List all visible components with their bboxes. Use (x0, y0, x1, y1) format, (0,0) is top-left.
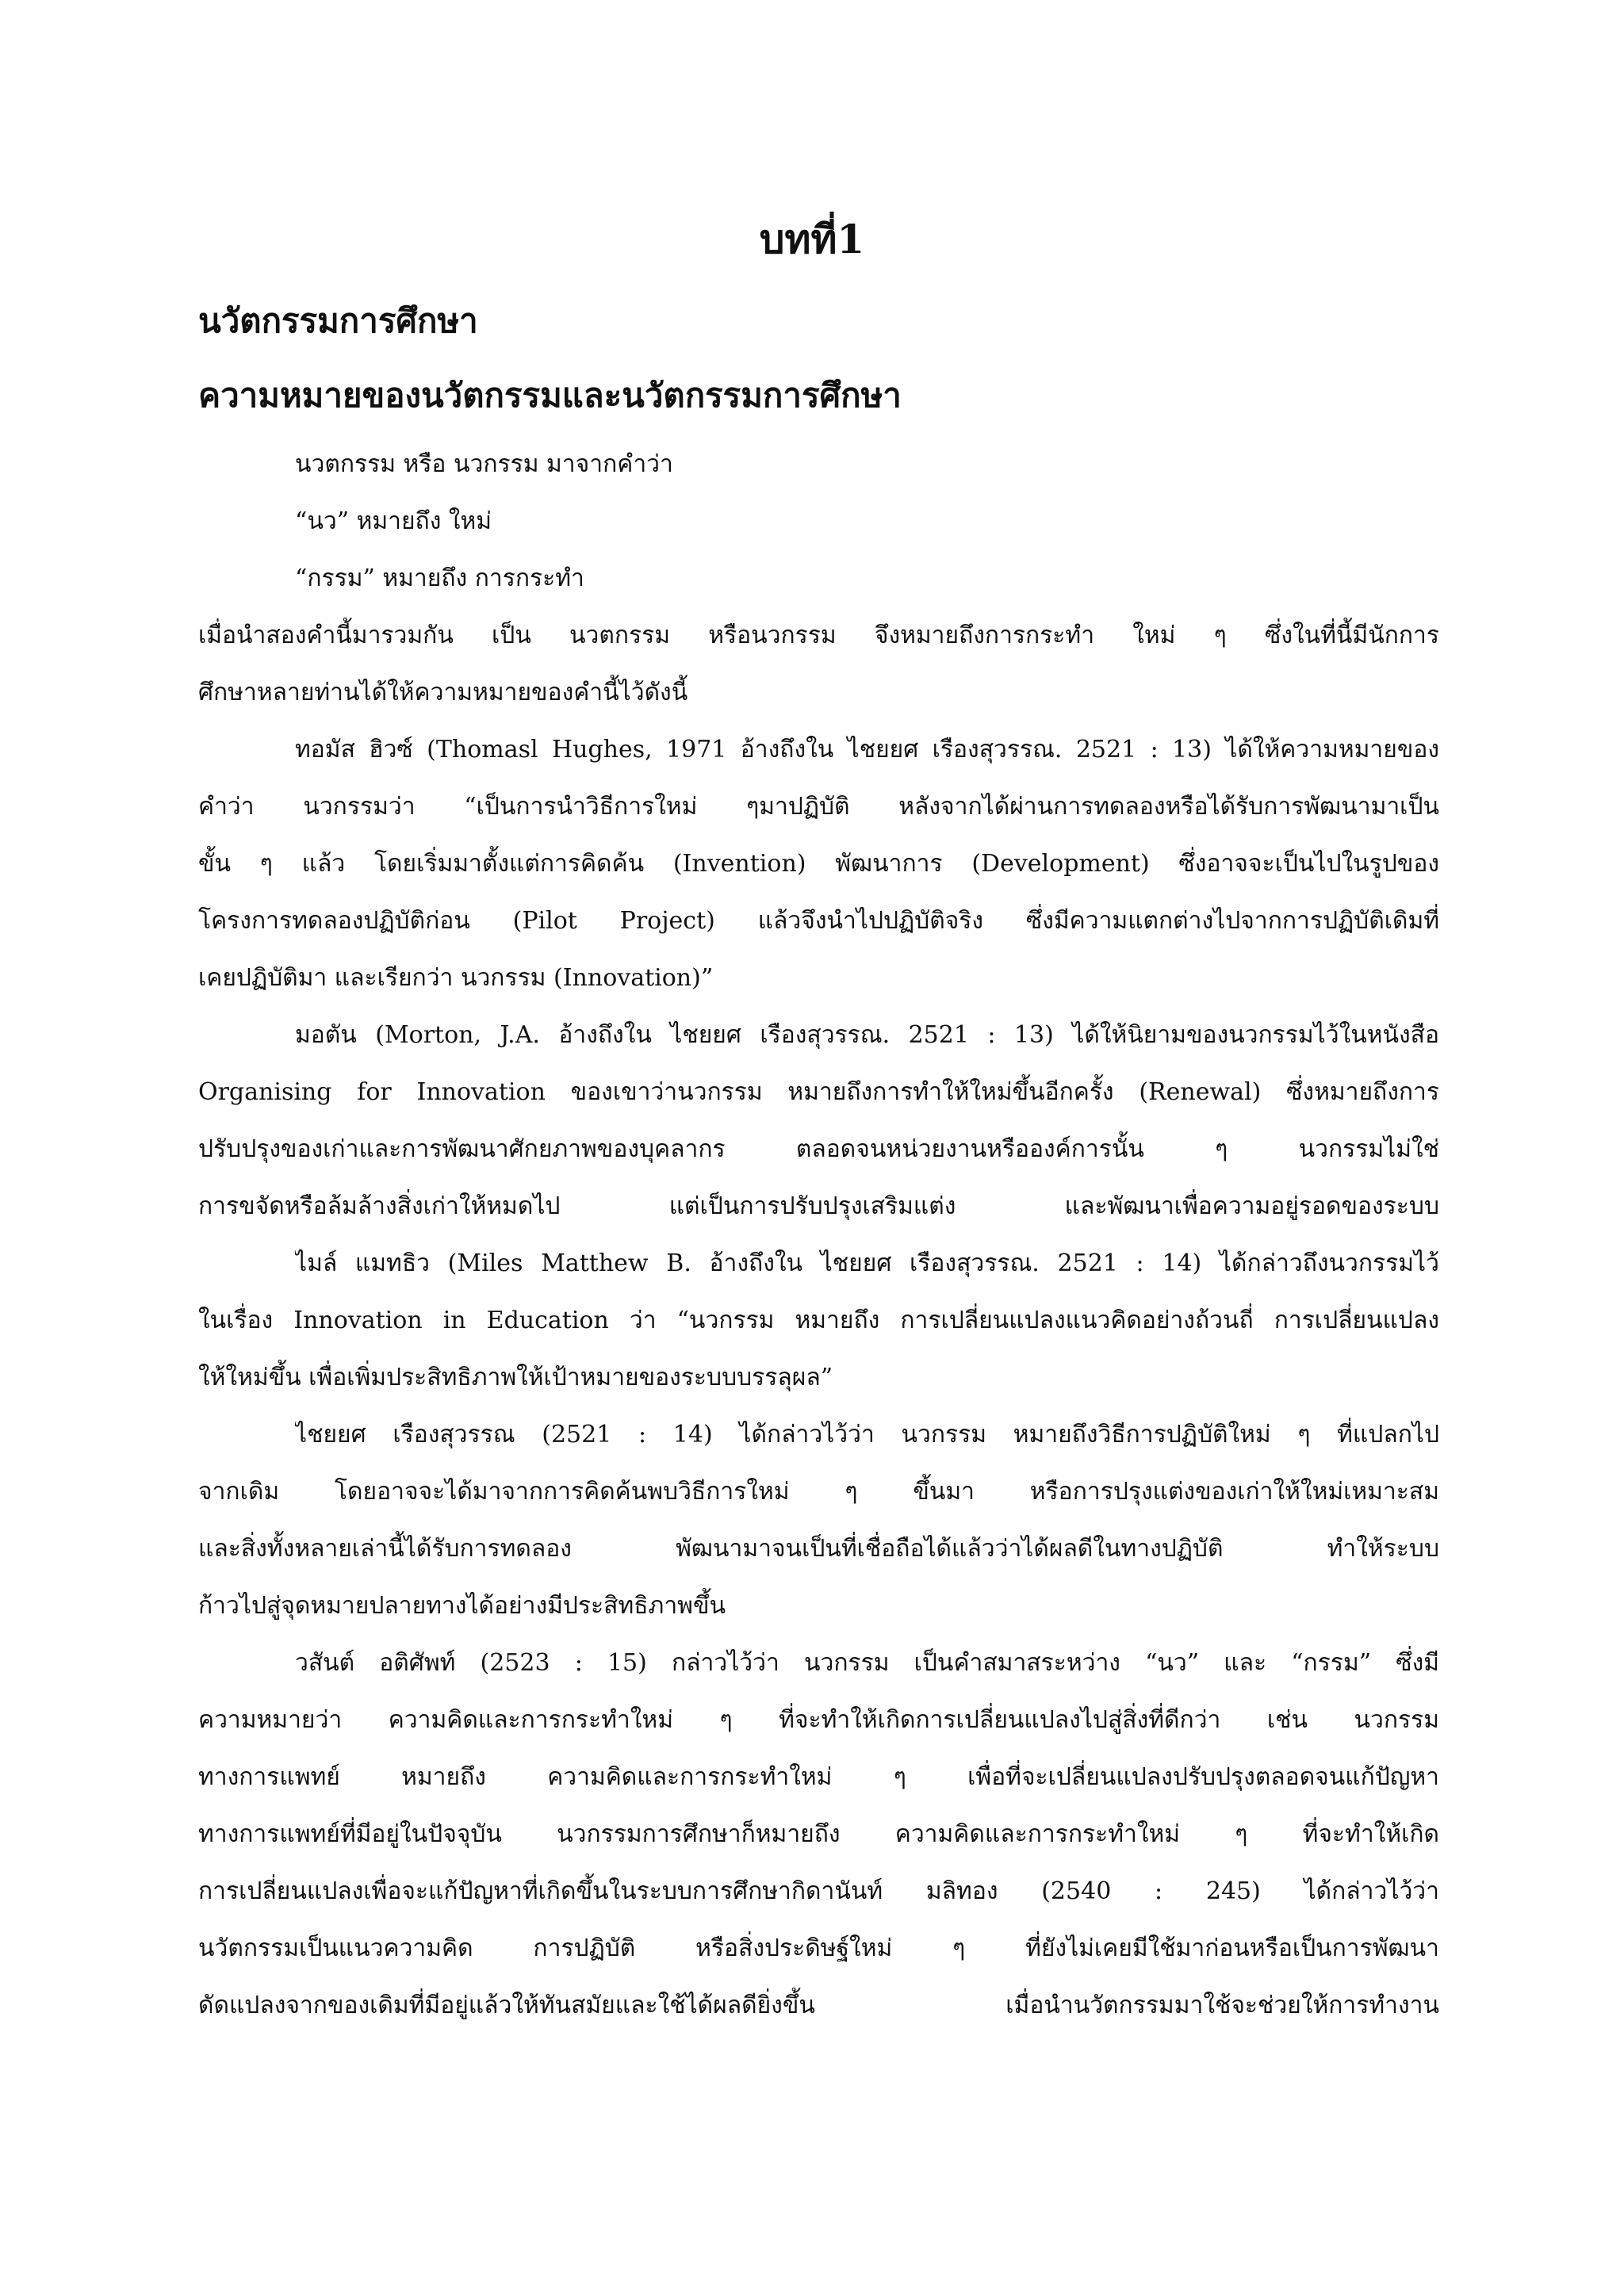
paragraph-line: ไชยยศ เรืองสุวรรณ (2521 : 14) ได้กล่าวไว้ว่า นวกรรม หมายถึงวิธีการปฏิบัติใหม่ ๆ ที่แปลกไป (295, 1421, 1439, 1448)
paragraph-line: ให้ใหม่ขึ้น เพื่อเพิ่มประสิทธิภาพให้เป้าหมายของระบบบรรลุผล” (198, 1364, 833, 1391)
paragraph-line: นวตกรรม หรือ นวกรรม มาจากคำว่า (295, 450, 673, 478)
paragraph-line: ทอมัส ฮิวซ์ (Thomasl Hughes, 1971 อ้างถึงใน ไชยยศ เรืองสุวรรณ. 2521 : 13) ได้ให้ความหมายของ (295, 736, 1439, 763)
paragraph-line: โครงการทดลองปฏิบัติก่อน (Pilot Project) แล้วจึงนำไปปฏิบัติจริง ซึ่งมีความแตกต่างไปจากการปฏิบัติเดิมที่ (198, 907, 1439, 935)
paragraph-line: ทางการแพทย์ หมายถึง ความคิดและการกระทำใหม่ ๆ เพื่อที่จะเปลี่ยนแปลงปรับปรุงตลอดจนแก้ปัญหา (198, 1763, 1439, 1791)
paragraph-line: Organising for Innovation ของเขาว่านวกรรม หมายถึงการทำให้ใหม่ขึ้นอีกครั้ง (Renewal) ซึ่งหมายถึงการ (198, 1078, 1439, 1106)
paragraph-line: เมื่อนำสองคำนี้มารวมกัน เป็น นวตกรรม หรือนวกรรม จึงหมายถึงการกระทำ ใหม่ ๆ ซึ่งในที่นี้มีนักการ (198, 622, 1439, 649)
paragraph-line: ความหมายว่า ความคิดและการกระทำใหม่ ๆ ที่จะทำให้เกิดการเปลี่ยนแปลงไปสู่สิ่งที่ดีกว่า เช่น นวกรรม (198, 1706, 1439, 1734)
paragraph-line: การเปลี่ยนแปลงเพื่อจะแก้ปัญหาที่เกิดขึ้นในระบบการศึกษากิดานันท์ มลิทอง (2540 : 245) ได้กล่าวไว้ว่า (198, 1877, 1439, 1905)
paragraph-line: “นว” หมายถึง ใหม่ (295, 507, 492, 535)
paragraph-line: และสิ่งทั้งหลายเล่านี้ได้รับการทดลอง พัฒนามาจนเป็นที่เชื่อถือได้แล้วว่าได้ผลดีในทางปฏิบัติ ทำให้ระบบ (198, 1535, 1439, 1563)
paragraph-line: “กรรม” หมายถึง การกระทำ (295, 564, 584, 592)
paragraph-line: มอตัน (Morton, J.A. อ้างถึงใน ไชยยศ เรืองสุวรรณ. 2521 : 13) ได้ให้นิยามของนวกรรมไว้ในหนังสือ (295, 1021, 1439, 1049)
subsection-heading: ความหมายของนวัตกรรมและนวัตกรรมการศึกษา (198, 376, 902, 415)
paragraph-line: การขจัดหรือล้มล้างสิ่งเก่าให้หมดไป แต่เป็นการปรับปรุงเสริมแต่ง และพัฒนาเพื่อความอยู่รอดของระบบ (198, 1192, 1439, 1220)
paragraph-line: ก้าวไปสู่จุดหมายปลายทางได้อย่างมีประสิทธิภาพขึ้น (198, 1592, 726, 1620)
paragraph-line: ดัดแปลงจากของเดิมที่มีอยู่แล้วให้ทันสมัยและใช้ได้ผลดียิ่งขึ้น เมื่อนำนวัตกรรมมาใช้จะช่วยให้การทำงาน (198, 1992, 1439, 2019)
paragraph-line: ไมล์ แมทธิว (Miles Matthew B. อ้างถึงใน ไชยยศ เรืองสุวรรณ. 2521 : 14) ได้กล่าวถึงนวกรรมไว้ (295, 1249, 1439, 1277)
paragraph-line: ปรับปรุงของเก่าและการพัฒนาศักยภาพของบุคลากร ตลอดจนหน่วยงานหรือองค์การนั้น ๆ นวกรรมไม่ใช่ (198, 1135, 1439, 1163)
paragraph-line: จากเดิม โดยอาจจะได้มาจากการคิดค้นพบวิธีการใหม่ ๆ ขึ้นมา หรือการปรุงแต่งของเก่าให้ใหม่เหมาะสม (198, 1478, 1439, 1506)
paragraph-line: คำว่า นวกรรมว่า “เป็นการนำวิธีการใหม่ ๆมาปฏิบัติ หลังจากได้ผ่านการทดลองหรือได้รับการพัฒนามาเป็น (198, 793, 1439, 821)
paragraph-line: เคยปฏิบัติมา และเรียกว่า นวกรรม (Innovation)” (198, 964, 714, 992)
paragraph-line: ศึกษาหลายท่านได้ให้ความหมายของคำนี้ไว้ดังนี้ (198, 679, 688, 706)
paragraph-line: ในเรื่อง Innovation in Education ว่า “นวกรรม หมายถึง การเปลี่ยนแปลงแนวคิดอย่างถ้วนถี่ การเปลี่ยนแปลง (198, 1307, 1439, 1334)
chapter-title: บทที่1 (759, 216, 865, 262)
paragraph-line: นวัตกรรมเป็นแนวความคิด การปฏิบัติ หรือสิ่งประดิษฐ์ใหม่ ๆ ที่ยังไม่เคยมีใช้มาก่อนหรือเป็นการพัฒนา (198, 1934, 1439, 1962)
paragraph-line: ทางการแพทย์ที่มีอยู่ในปัจจุบัน นวกรรมการศึกษาก็หมายถึง ความคิดและการกระทำใหม่ ๆ ที่จะทำให้เกิด (198, 1820, 1439, 1848)
paragraph-line: วสันต์ อติศัพท์ (2523 : 15) กล่าวไว้ว่า นวกรรม เป็นคำสมาสระหว่าง “นว” และ “กรรม” ซึ่งมี (295, 1649, 1439, 1677)
paragraph-line: ขั้น ๆ แล้ว โดยเริ่มมาตั้งแต่การคิดค้น (Invention) พัฒนาการ (Development) ซึ่งอาจจะเป็นไปในรูปของ (198, 850, 1439, 878)
section-heading: นวัตกรรมการศึกษา (198, 301, 478, 340)
